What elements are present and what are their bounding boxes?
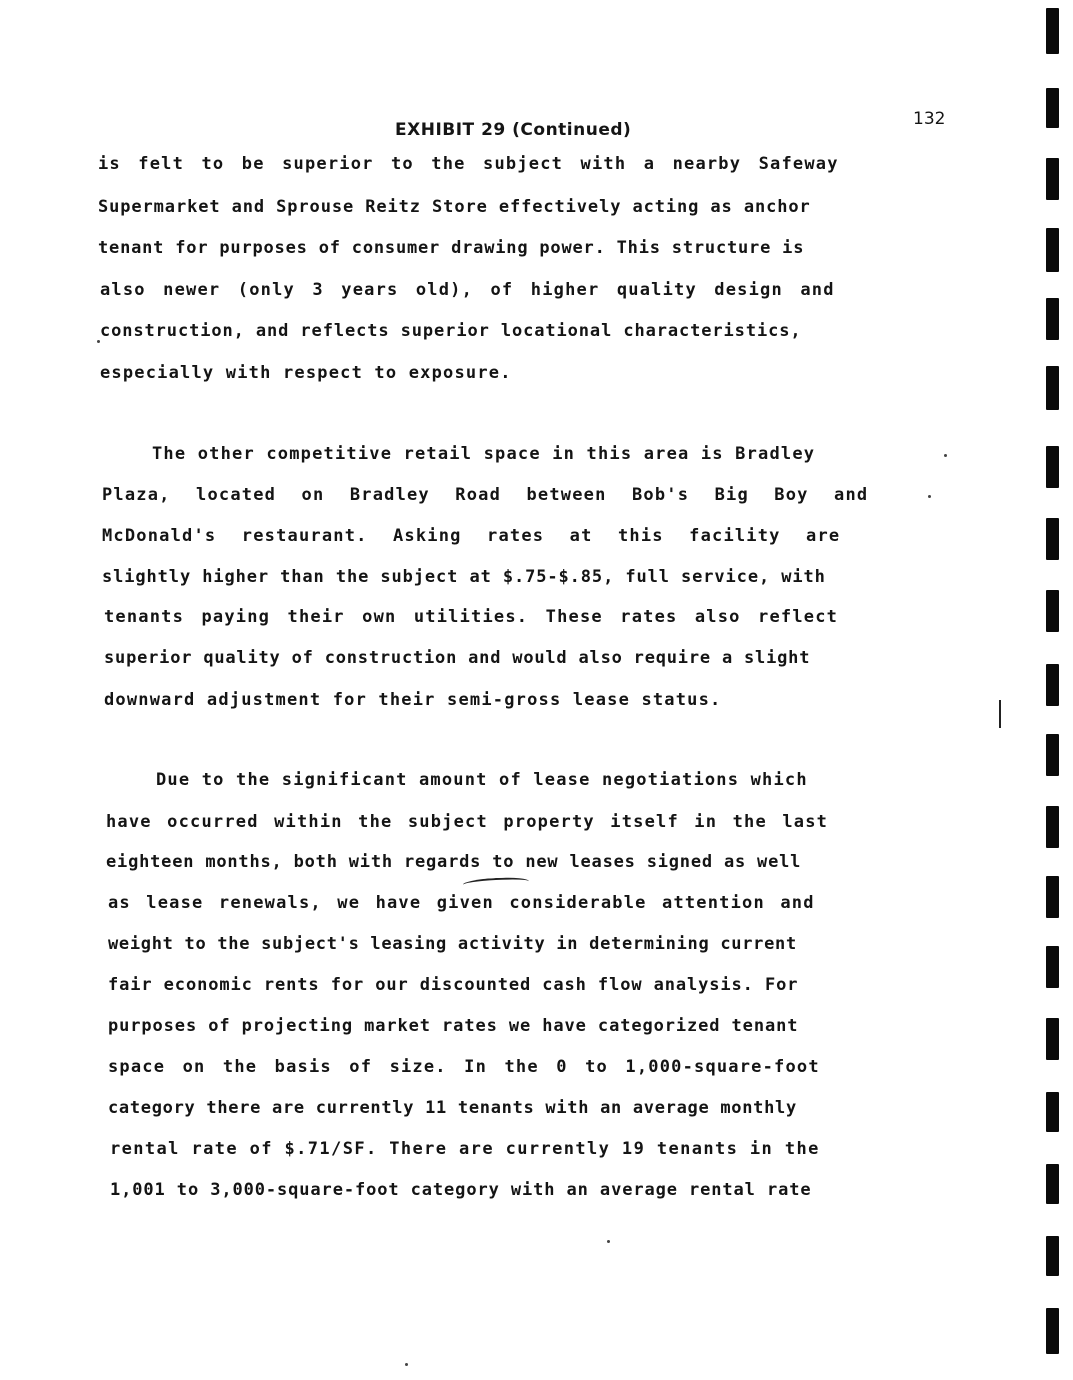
text-line: weight to the subject's leasing activity in determining current — [108, 934, 797, 954]
margin-tab-mark — [1046, 1308, 1059, 1354]
margin-tab-mark — [1046, 88, 1059, 128]
text-line: also newer (only 3 years old), of higher quality design and — [100, 280, 835, 300]
margin-tab-mark — [1046, 876, 1059, 918]
margin-tab-mark — [1046, 158, 1059, 200]
text-line: superior quality of construction and would also require a slight — [104, 648, 811, 668]
text-line: Due to the significant amount of lease negotiations which — [156, 770, 808, 790]
text-line: especially with respect to exposure. — [100, 363, 512, 383]
text-line: is felt to be superior to the subject with a nearby Safeway — [98, 154, 839, 174]
scan-speck — [97, 340, 100, 343]
text-line: as lease renewals, we have given considerable attention and — [108, 893, 815, 913]
text-line: McDonald's restaurant. Asking rates at this facility are — [102, 526, 841, 546]
margin-tab-mark — [1046, 590, 1059, 632]
margin-tab-mark — [1046, 1018, 1059, 1060]
margin-tab-mark — [1046, 664, 1059, 706]
text-line: fair economic rents for our discounted cash flow analysis. For — [108, 975, 799, 995]
text-line: Plaza, located on Bradley Road between Bob's Big Boy and — [102, 485, 869, 505]
text-line: Supermarket and Sprouse Reitz Store effectively acting as anchor — [98, 197, 811, 217]
margin-tab-mark — [1046, 806, 1059, 848]
text-line: have occurred within the subject property itself in the last — [106, 812, 829, 832]
scan-speck — [607, 1240, 610, 1243]
text-line: purposes of projecting market rates we have categorized tenant — [108, 1016, 799, 1036]
margin-tab-mark — [1046, 228, 1059, 272]
text-line: downward adjustment for their semi-gross lease status. — [104, 690, 722, 710]
margin-tab-mark — [1046, 1092, 1059, 1132]
margin-tab-mark — [1046, 298, 1059, 340]
margin-tab-mark — [1046, 366, 1059, 410]
text-line: space on the basis of size. In the 0 to 1,000-square-foot — [108, 1057, 820, 1077]
margin-tab-mark — [1046, 518, 1059, 560]
margin-tab-mark — [1046, 1236, 1059, 1276]
text-line: The other competitive retail space in this area is Bradley — [152, 444, 816, 464]
text-line: rental rate of $.71/SF. There are currently 19 tenants in the — [110, 1139, 820, 1159]
page-number: 132 — [913, 109, 946, 129]
margin-tab-mark — [1046, 946, 1059, 988]
margin-tab-mark — [1046, 734, 1059, 776]
text-line: eighteen months, both with regards to new leases signed as well — [106, 852, 802, 872]
margin-tab-mark — [1046, 446, 1059, 488]
margin-tab-mark — [1046, 1164, 1059, 1204]
text-line: category there are currently 11 tenants with an average monthly — [108, 1098, 797, 1118]
margin-edit-mark — [999, 700, 1001, 728]
margin-tab-mark — [1046, 8, 1059, 54]
text-line: slightly higher than the subject at $.75-$.85, full service, with — [102, 567, 826, 587]
scan-speck — [405, 1363, 408, 1366]
text-line: tenants paying their own utilities. These rates also reflect — [104, 607, 839, 627]
exhibit-header: EXHIBIT 29 (Continued) — [395, 120, 632, 140]
text-line: 1,001 to 3,000-square-foot category with an average rental rate — [110, 1180, 812, 1200]
scan-speck — [944, 454, 947, 457]
text-line: tenant for purposes of consumer drawing power. This structure is — [98, 238, 805, 258]
scan-speck — [928, 495, 931, 498]
text-line: construction, and reflects superior locational characteristics, — [100, 321, 802, 341]
